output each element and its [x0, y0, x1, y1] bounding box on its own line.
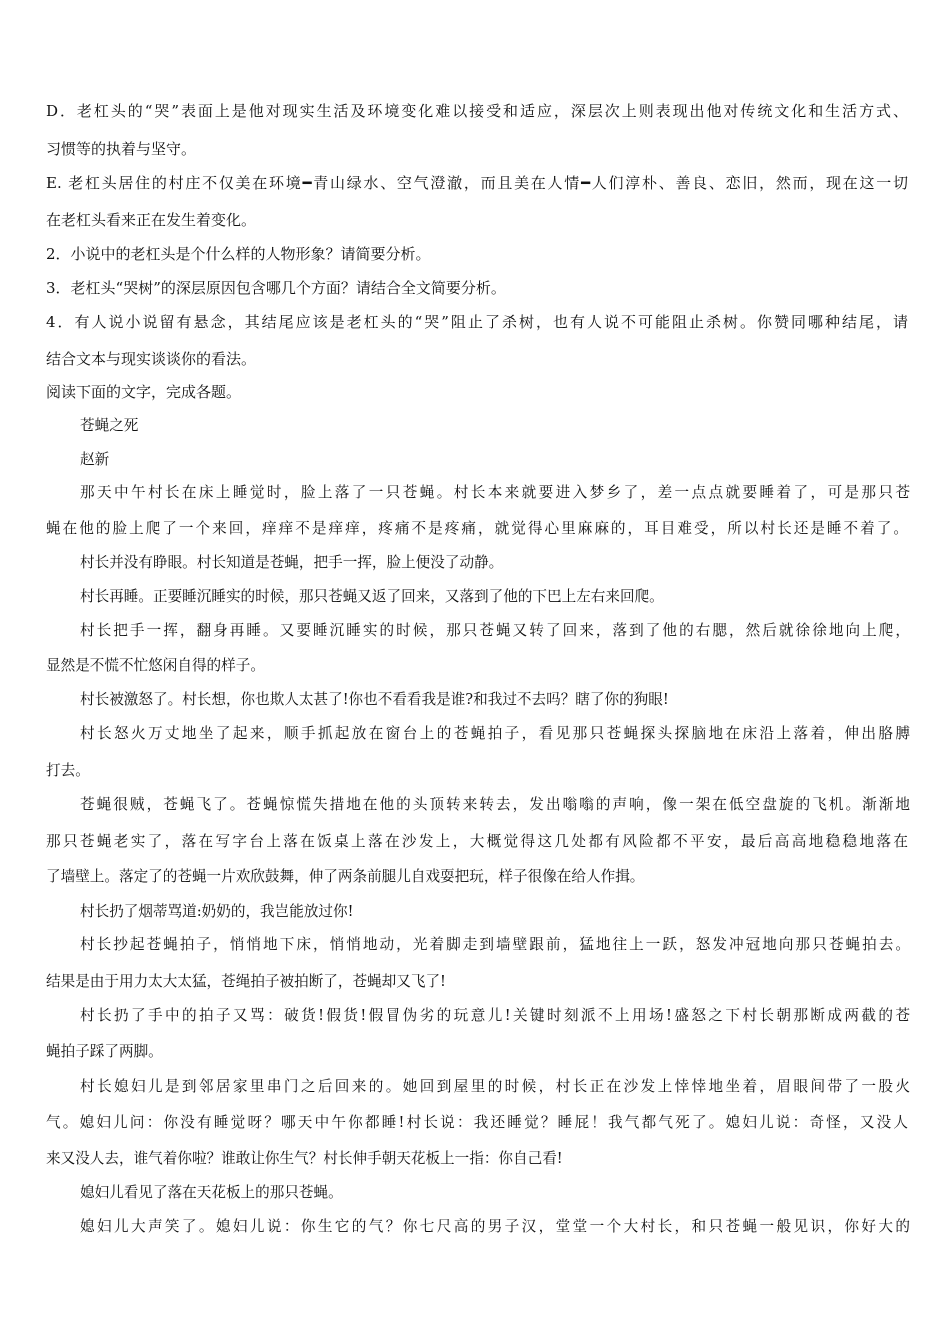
paragraph-11-line-3: 来又没人去，谁气着你啦？谁敢让你生气？村长伸手朝天花板上一指：你自己看! [46, 1150, 563, 1167]
paragraph-4-line-2: 显然是不慌不忙悠闲自得的样子。 [46, 657, 265, 674]
paragraph-6-line-1: 村长怒火万丈地坐了起来，顺手抓起放在窗台上的苍蝇拍子，看见那只苍蝇探头探脑地在床沿上落着，伸出胳膊 [80, 725, 910, 742]
question-3: 3．老杠头“哭树”的深层原因包含哪几个方面？请结合全文简要分析。 [46, 279, 506, 297]
paragraph-9-line-2: 结果是由于用力太大太猛，苍绳拍子被拍断了，苍蝇却又飞了! [46, 973, 446, 990]
paragraph-3: 村长再睡。正要睡沉睡实的时候，那只苍蝇又返了回来，又落到了他的下巴上左右来回爬。 [80, 588, 664, 605]
story-title: 苍蝇之死 [80, 417, 139, 434]
paragraph-4-line-1: 村长把手一挥，翻身再睡。又要睡沉睡实的时候，那只苍蝇又转了回来，落到了他的右腮，然后就徐徐地向上爬， [80, 622, 910, 639]
paragraph-7-line-2: 那只苍蝇老实了，落在写字台上落在饭桌上落在沙发上，大概觉得这几处都有风险都不平安，最后高高地稳稳地落在 [46, 833, 908, 850]
question-4-line-2: 结合文本与现实谈谈你的看法。 [46, 350, 257, 368]
option-d-line-2: 习惯等的执着与坚守。 [46, 140, 197, 158]
paragraph-2: 村长并没有睁眼。村长知道是苍蝇，把手一挥，脸上便没了动静。 [80, 554, 504, 571]
paragraph-5: 村长被激怒了。村长想，你也欺人太甚了!你也不看看我是谁?和我过不去吗？瞎了你的狗眼! [80, 691, 669, 708]
option-e-line-1: E. 老杠头居住的村庄不仅美在环境━青山绿水、空气澄澈，而且美在人情━人们淳朴、善良、恋旧，然而，现在这一切 [46, 174, 908, 192]
option-d-line-1: D．老杠头的“哭”表面上是他对现实生活及环境变化难以接受和适应，深层次上则表现出他对传统文化和生活方式、 [46, 102, 908, 120]
question-4-line-1: 4．有人说小说留有悬念，其结尾应该是老杠头的“哭”阻止了杀树，也有人说不可能阻止杀树。你赞同哪种结尾，请 [46, 313, 908, 331]
paragraph-13-line-1: 媳妇儿大声笑了。媳妇儿说：你生它的气？你七尺高的男子汉，堂堂一个大村长，和只苍蝇一般见识，你好大的 [80, 1218, 910, 1235]
paragraph-6-line-2: 打去。 [46, 762, 90, 779]
paragraph-9-line-1: 村长抄起苍蝇拍子，悄悄地下床，悄悄地动，光着脚走到墙壁跟前，猛地往上一跃，怒发冲冠地向那只苍蝇拍去。 [80, 936, 910, 953]
paragraph-7-line-1: 苍蝇很贼，苍蝇飞了。苍蝇惊慌失措地在他的头顶转来转去，发出嗡嗡的声响，像一架在低空盘旋的飞机。渐渐地 [80, 796, 910, 813]
reading-instruction: 阅读下面的文字，完成各题。 [46, 383, 242, 401]
question-2: 2．小说中的老杠头是个什么样的人物形象？请简要分析。 [46, 245, 431, 263]
paragraph-7-line-3: 了墙壁上。落定了的苍蝇一片欢欣鼓舞，伸了两条前腿儿自戏耍把玩，样子很像在给人作揖。 [46, 868, 645, 885]
paragraph-12: 媳妇儿看见了落在天花板上的那只苍蝇。 [80, 1184, 343, 1201]
paragraph-11-line-1: 村长媳妇儿是到邻居家里串门之后回来的。她回到屋里的时候，村长正在沙发上悻悻地坐着，眉眼间带了一股火 [80, 1078, 910, 1095]
paragraph-8: 村长扔了烟蒂骂道:奶奶的，我岂能放过你! [80, 903, 354, 920]
story-author: 赵新 [80, 451, 110, 468]
paragraph-10-line-2: 蝇拍子踩了两脚。 [46, 1043, 163, 1060]
paragraph-1-line-1: 那天中午村长在床上睡觉时，脸上落了一只苍蝇。村长本来就要进入梦乡了，差一点点就要睡着了，可是那只苍 [80, 484, 910, 501]
paragraph-11-line-2: 气。媳妇儿问：你没有睡觉呀？哪天中午你都睡!村长说：我还睡觉？睡屁！我气都气死了。媳妇儿说：奇怪，又没人 [46, 1114, 908, 1131]
paragraph-1-line-2: 蝇在他的脸上爬了一个来回，痒痒不是痒痒，疼痛不是疼痛，就觉得心里麻麻的，耳目难受，所以村长还是睡不着了。 [46, 520, 908, 537]
paragraph-10-line-1: 村长扔了手中的拍子又骂：破货!假货!假冒伪劣的玩意儿!关键时刻派不上用场!盛怒之下村长朝那断成两截的苍 [80, 1007, 910, 1024]
option-e-line-2: 在老杠头看来正在发生着变化。 [46, 211, 257, 229]
